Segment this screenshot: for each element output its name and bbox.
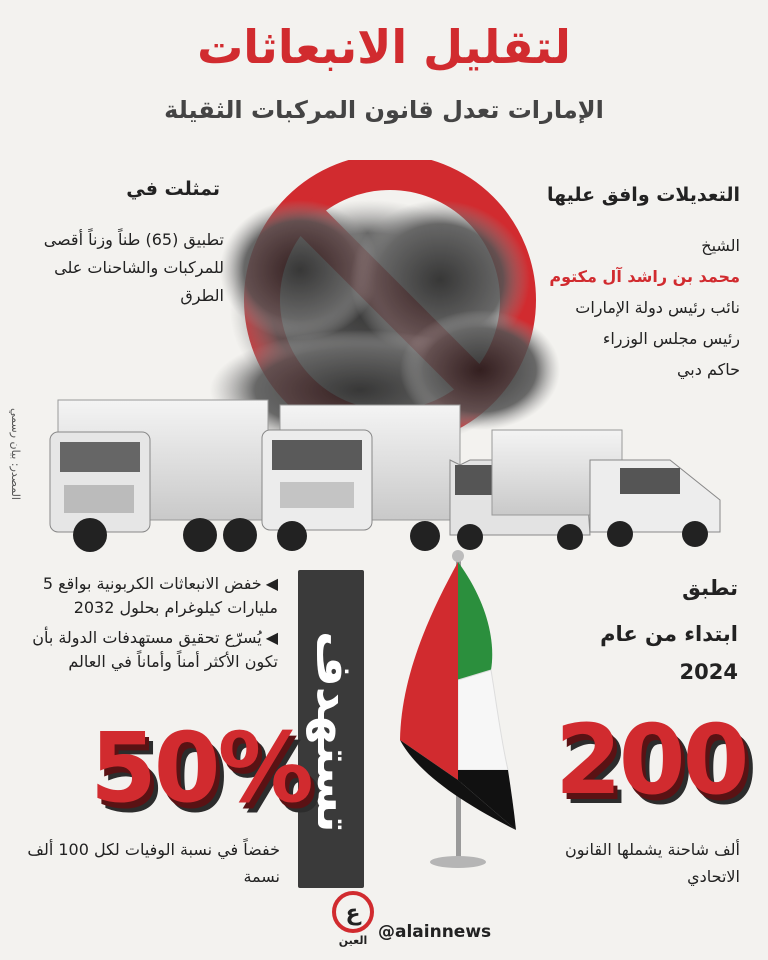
approver-block: [480, 230, 740, 385]
approval-heading: التعديلات وافق عليها: [546, 184, 740, 206]
goal-bullet: [8, 626, 278, 674]
target-banner-label: تستهدف: [306, 631, 362, 833]
svg-text:ع: ع: [345, 901, 361, 926]
page-title: لتقليل الانبعاثات: [197, 20, 571, 74]
trucks-stat: 200: [555, 704, 747, 816]
approver-title: الشيخ: [701, 236, 740, 255]
measure-heading: تمثلت في: [126, 178, 220, 200]
goal-text: خفض الانبعاثات الكربونية بواقع 5 مليارات كيلوغرام بحلول 2032: [42, 574, 278, 617]
approver-name: محمد بن راشد آل مكتوم: [549, 267, 740, 286]
truck-left: [50, 400, 268, 552]
percent-caption: خفضاً في نسبة الوفيات لكل 100 ألف نسمة: [27, 840, 280, 886]
triangle-bullet-icon: ◀: [265, 628, 278, 647]
apply-start-label: ابتداء من عام: [600, 622, 738, 646]
approver-role: نائب رئيس دولة الإمارات: [575, 298, 740, 317]
measure-body: تطبيق (65) طناً وزناً أقصى للمركبات والشاحنات على الطرق: [43, 230, 224, 305]
triangle-bullet-icon: ◀: [265, 574, 278, 593]
goal-text: يُسرّع تحقيق مستهدفات الدولة بأن تكون الأكثر أمناً وأماناً في العالم: [32, 628, 278, 671]
social-handle: @alainnews: [378, 922, 492, 942]
percent-stat: 50%: [90, 712, 311, 824]
goal-bullet: [18, 572, 278, 620]
alain-logo: [328, 890, 378, 948]
approver-role: رئيس مجلس الوزراء: [602, 329, 740, 348]
apply-year: 2024: [679, 660, 738, 684]
trucks-caption: ألف شاحنة يشملها القانون الاتحادي: [565, 840, 740, 886]
logo-text: العين: [338, 934, 368, 947]
approver-role: حاكم دبي: [676, 360, 740, 379]
page-subtitle: الإمارات تعدل قانون المركبات الثقيلة: [164, 96, 604, 124]
uae-flag-icon: [396, 540, 526, 880]
source-note: المصدر: بيان رسمي: [9, 408, 22, 500]
apply-heading: تطبق: [682, 576, 738, 600]
truck-center: [262, 405, 460, 551]
